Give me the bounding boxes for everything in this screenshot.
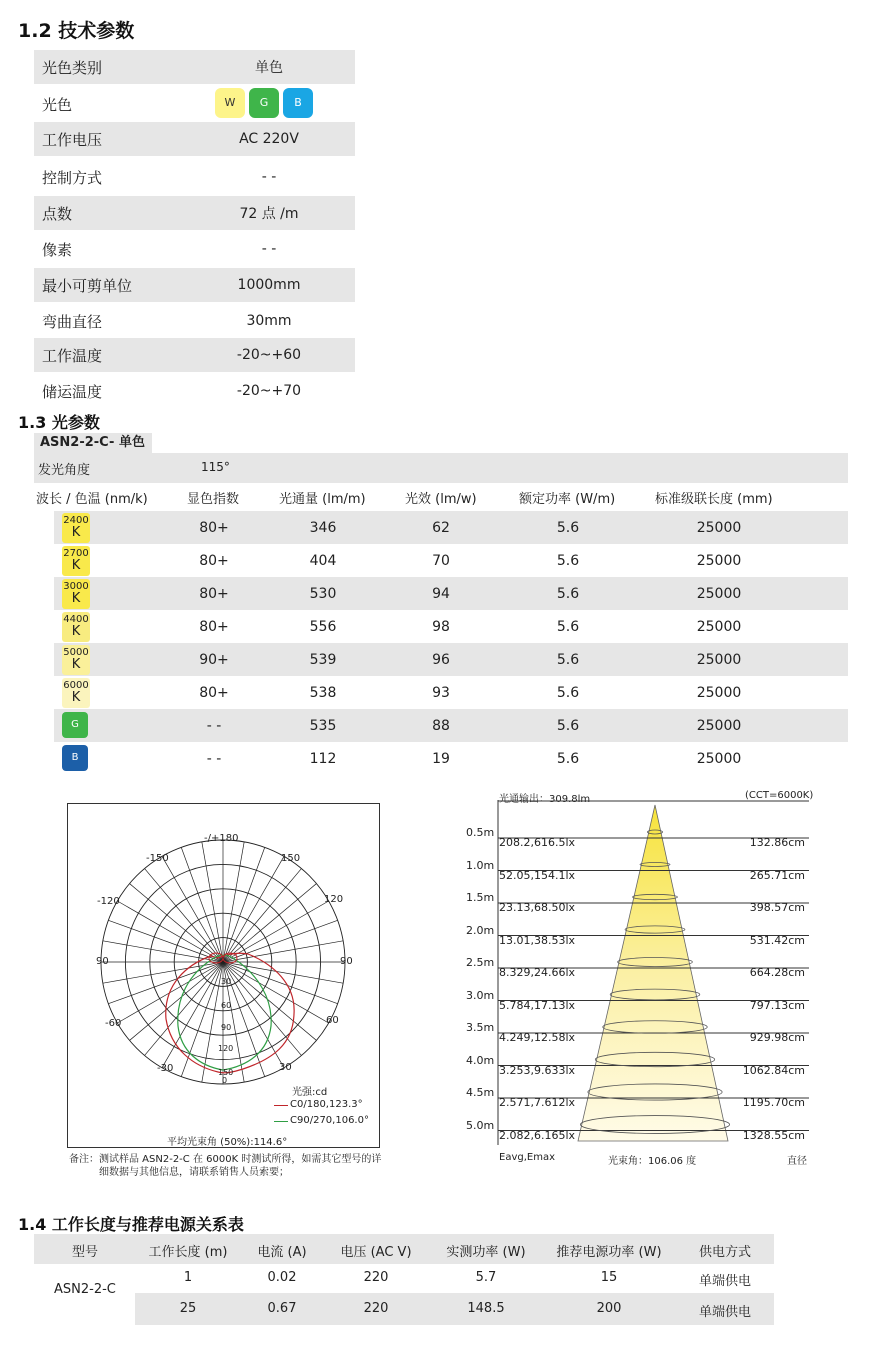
spec-value: 单色 — [255, 60, 283, 76]
angle-label-30: 30 — [279, 1062, 292, 1073]
power-cell-len: 25 — [179, 1301, 197, 1316]
color-badge-g: G — [62, 712, 88, 738]
optical-cell-ra: 80+ — [199, 619, 229, 635]
optical-cell-ra: 80+ — [199, 520, 229, 536]
optical-cell-lm: 112 — [309, 751, 337, 767]
radial-label-60: 60 — [221, 1001, 232, 1010]
optical-cell-eff: 96 — [432, 652, 450, 668]
optical-cell-eff: 70 — [432, 553, 450, 569]
power-cell-p: 5.7 — [475, 1270, 497, 1285]
optical-cell-w: 5.6 — [556, 586, 580, 602]
spec-label: 点数 — [42, 204, 73, 223]
optical-cell-lm: 539 — [309, 652, 337, 668]
cone-distance: 4.5m — [466, 1086, 495, 1099]
power-header: 电流 (A) — [257, 1245, 307, 1260]
spec-row — [34, 374, 355, 408]
optical-cell-len: 25000 — [696, 685, 742, 701]
cct-unit: K — [71, 657, 81, 672]
cct-unit: K — [71, 591, 81, 606]
power-cell-mode: 单端供电 — [698, 1305, 751, 1320]
cone-diameter: 1062.84cm — [742, 1063, 805, 1077]
angle-label-30n: -30 — [157, 1063, 174, 1074]
cone-distance: 5.0m — [466, 1118, 495, 1132]
power-header: 工作长度 (m) — [148, 1245, 228, 1260]
cone-lux: 3.253,9.633lx — [499, 1063, 576, 1077]
spec-label: 光色类别 — [42, 58, 103, 77]
power-cell-ps: 200 — [596, 1301, 622, 1316]
spec-label: 工作电压 — [42, 130, 103, 149]
power-header: 推荐电源功率 (W) — [556, 1245, 662, 1260]
radial-label-30: 30 — [221, 977, 232, 986]
optical-cell-ra: 80+ — [199, 553, 229, 569]
optical-cell-w: 5.6 — [556, 619, 580, 635]
legend-c0: C0/180,123.3° — [290, 1099, 363, 1110]
color-badge-b: B — [62, 745, 88, 771]
cct-unit: K — [71, 624, 81, 639]
legend-c90-line — [274, 1121, 288, 1122]
angle-label-120n: -120 — [97, 896, 120, 907]
optical-cell-ra: - - — [206, 718, 222, 734]
spec-value: - - — [261, 169, 277, 185]
power-header: 供电方式 — [698, 1245, 751, 1260]
cct-badge — [62, 546, 90, 576]
optical-cell-eff: 93 — [432, 685, 450, 701]
cct-value: 2400 — [63, 515, 89, 526]
optical-cell-len: 25000 — [696, 553, 742, 569]
spec-label: 储运温度 — [42, 382, 103, 401]
spec-label: 弯曲直径 — [42, 312, 103, 331]
optical-cell-eff: 19 — [432, 751, 450, 767]
power-cell-ps: 15 — [600, 1270, 618, 1285]
optical-header: 标准级联长度 (mm) — [655, 492, 773, 507]
angle-value: 115° — [201, 460, 230, 474]
spec-value: -20~+70 — [236, 383, 302, 399]
radial-label-150: 150 — [218, 1068, 234, 1077]
optical-header: 光通量 (lm/m) — [279, 492, 366, 507]
angle-label-150n: -150 — [146, 853, 169, 864]
power-cell-len: 1 — [183, 1270, 193, 1285]
spec-label: 光色 — [42, 95, 73, 114]
angle-label-180: -/+180 — [204, 833, 239, 844]
note-line-1: 备注：测试样品 ASN2-2-C 在 6000K 时测试所得，如需其它型号的详 — [69, 1154, 382, 1165]
cct-badge — [62, 513, 90, 543]
cct-value: 4400 — [63, 614, 89, 625]
cone-diameter: 265.71cm — [749, 868, 805, 882]
section-title-tech: 1.2 技术参数 — [18, 20, 135, 42]
cone-lux: 208.2,616.5lx — [499, 836, 576, 849]
angle-row — [34, 453, 848, 483]
cone-foot-mid: 光束角：106.06 度 — [608, 1156, 697, 1167]
optical-cell-w: 5.6 — [556, 751, 580, 767]
polar-chart — [68, 804, 379, 1147]
cone-distance: 2.5m — [466, 956, 495, 969]
optical-header: 显色指数 — [187, 492, 240, 507]
angle-label-90: 90 — [340, 956, 353, 967]
cone-distance: 1.5m — [466, 891, 495, 904]
spec-row — [34, 86, 355, 122]
cone-diameter: 132.86cm — [749, 836, 805, 849]
spec-value: AC 220V — [239, 131, 299, 147]
optical-cell-w: 5.6 — [556, 520, 580, 536]
power-cell-v: 220 — [363, 1301, 389, 1316]
power-cell-v: 220 — [363, 1270, 389, 1285]
cone-diameter: 1195.70cm — [742, 1096, 805, 1109]
cone-lux: 8.329,24.66lx — [499, 966, 576, 979]
spec-value: 1000mm — [237, 277, 301, 293]
legend-c90: C90/270,106.0° — [290, 1115, 369, 1126]
optical-cell-eff: 62 — [432, 520, 450, 536]
spec-label: 工作温度 — [42, 346, 103, 365]
angle-label-120: 120 — [324, 894, 344, 905]
cone-diameter: 664.28cm — [749, 966, 805, 979]
optical-header: 波长 / 色温 (nm/k) — [36, 492, 148, 507]
optical-header: 额定功率 (W/m) — [519, 492, 616, 507]
cone-distance: 3.5m — [466, 1021, 495, 1034]
cct-unit: K — [71, 690, 81, 705]
angle-label: 发光角度 — [38, 463, 91, 478]
note-line-2: 细数据与其他信息，请联系销售人员索要； — [99, 1167, 289, 1178]
cct-badge — [62, 645, 90, 675]
cone-diameter: 531.42cm — [749, 933, 805, 947]
cct-unit: K — [71, 558, 81, 573]
optical-cell-lm: 404 — [309, 553, 337, 569]
cct-badge — [62, 579, 90, 609]
legend-title: 光强:cd — [292, 1087, 328, 1098]
color-swatch-w: W — [215, 88, 245, 118]
angle-label-90n: 90 — [96, 956, 109, 967]
cone-lux: 23.13,68.50lx — [499, 901, 576, 914]
cct-value: 5000 — [63, 647, 89, 658]
spec-row — [34, 160, 355, 194]
cone-distance: 1.0m — [466, 858, 495, 872]
optical-cell-ra: 80+ — [199, 685, 229, 701]
color-swatch-g: G — [249, 88, 279, 118]
cct-value: 2700 — [63, 548, 89, 559]
spec-label: 像素 — [42, 240, 73, 259]
optical-cell-lm: 346 — [309, 520, 337, 536]
power-cell-mode: 单端供电 — [698, 1274, 751, 1289]
optical-cell-lm: 530 — [309, 586, 337, 602]
optical-cell-eff: 98 — [432, 619, 450, 635]
cone-distance: 0.5m — [466, 826, 495, 839]
cone-distance: 4.0m — [466, 1053, 495, 1067]
radial-label-90: 90 — [221, 1023, 232, 1032]
spec-row — [34, 196, 355, 230]
cone-lux: 2.571,7.612lx — [499, 1096, 576, 1109]
cone-diameter: 398.57cm — [749, 901, 805, 914]
cone-distance: 3.0m — [466, 988, 495, 1002]
spec-row — [34, 304, 355, 338]
power-header: 电压 (AC V) — [340, 1245, 412, 1260]
color-swatches — [213, 88, 315, 118]
cct-unit: K — [71, 525, 81, 540]
cone-flux: 光通输出：309.8lm — [499, 794, 591, 805]
power-model: ASN2-2-C — [54, 1282, 116, 1297]
optical-cell-lm: 538 — [309, 685, 337, 701]
optical-cell-len: 25000 — [696, 751, 742, 767]
cone-distance: 2.0m — [466, 923, 495, 937]
radial-label-120: 120 — [218, 1044, 234, 1053]
spec-row — [34, 232, 355, 266]
cone-lux: 4.249,12.58lx — [499, 1031, 576, 1044]
optical-cell-len: 25000 — [696, 520, 742, 536]
optical-cell-eff: 88 — [432, 718, 450, 734]
power-cell-a: 0.67 — [267, 1301, 297, 1316]
angle-label-0: 0 — [222, 1076, 228, 1085]
optical-cell-len: 25000 — [696, 652, 742, 668]
cone-lux: 52.05,154.1lx — [499, 868, 576, 882]
optical-cell-len: 25000 — [696, 718, 742, 734]
optical-cell-ra: 80+ — [199, 586, 229, 602]
optical-cell-w: 5.6 — [556, 685, 580, 701]
model-label: ASN2-2-C- 单色 — [34, 433, 152, 453]
angle-label-60: 60 — [326, 1015, 339, 1026]
optical-cell-len: 25000 — [696, 619, 742, 635]
legend-c0-line — [274, 1105, 288, 1106]
optical-cell-ra: - - — [206, 751, 222, 767]
optical-cell-eff: 94 — [432, 586, 450, 602]
section-title-power: 1.4 工作长度与推荐电源关系表 — [18, 1215, 244, 1234]
cone-foot-left: Eavg,Emax — [499, 1152, 555, 1163]
optical-cell-lm: 535 — [309, 718, 337, 734]
cone-lux: 13.01,38.53lx — [499, 933, 576, 947]
optical-cell-w: 5.6 — [556, 718, 580, 734]
spec-row — [34, 268, 355, 302]
angle-label-60n: -60 — [105, 1018, 122, 1029]
cone-lux: 2.082,6.165lx — [499, 1128, 576, 1142]
spec-value: 30mm — [246, 313, 292, 329]
optical-header: 光效 (lm/w) — [405, 492, 477, 507]
spec-row — [34, 122, 355, 156]
cone-diameter: 929.98cm — [749, 1031, 805, 1044]
spec-value: -20~+60 — [236, 347, 302, 363]
cone-shape — [578, 805, 728, 1141]
cct-value: 3000 — [63, 581, 89, 592]
power-header: 型号 — [71, 1245, 98, 1260]
optical-cell-len: 25000 — [696, 586, 742, 602]
optical-cell-lm: 556 — [309, 619, 337, 635]
optical-cell-w: 5.6 — [556, 652, 580, 668]
cct-badge — [62, 612, 90, 642]
spec-row — [34, 338, 355, 372]
cct-value: 6000 — [63, 680, 89, 691]
power-cell-a: 0.02 — [267, 1270, 297, 1285]
color-swatch-b: B — [283, 88, 313, 118]
power-cell-p: 148.5 — [467, 1301, 505, 1316]
optical-cell-w: 5.6 — [556, 553, 580, 569]
cct-badge — [62, 678, 90, 708]
cone-foot-right: 直径 — [787, 1156, 807, 1167]
section-title-optical: 1.3 光参数 — [18, 413, 100, 432]
cone-cct: (CCT=6000K) — [745, 790, 814, 801]
spec-value: - - — [261, 241, 277, 257]
cone-diameter: 797.13cm — [749, 998, 805, 1012]
power-header: 实测功率 (W) — [446, 1245, 526, 1260]
cone-lux: 5.784,17.13lx — [499, 998, 576, 1012]
angle-label-150: 150 — [281, 853, 301, 864]
cone-diameter: 1328.55cm — [742, 1128, 805, 1142]
polar-chart-frame — [67, 803, 380, 1148]
spec-value: 72 点 /m — [239, 206, 299, 222]
beam-angle: 平均光束角 (50%):114.6° — [167, 1137, 288, 1148]
spec-label: 控制方式 — [42, 168, 103, 187]
spec-row — [34, 50, 355, 84]
optical-cell-ra: 90+ — [199, 652, 229, 668]
spec-label: 最小可剪单位 — [42, 276, 133, 295]
